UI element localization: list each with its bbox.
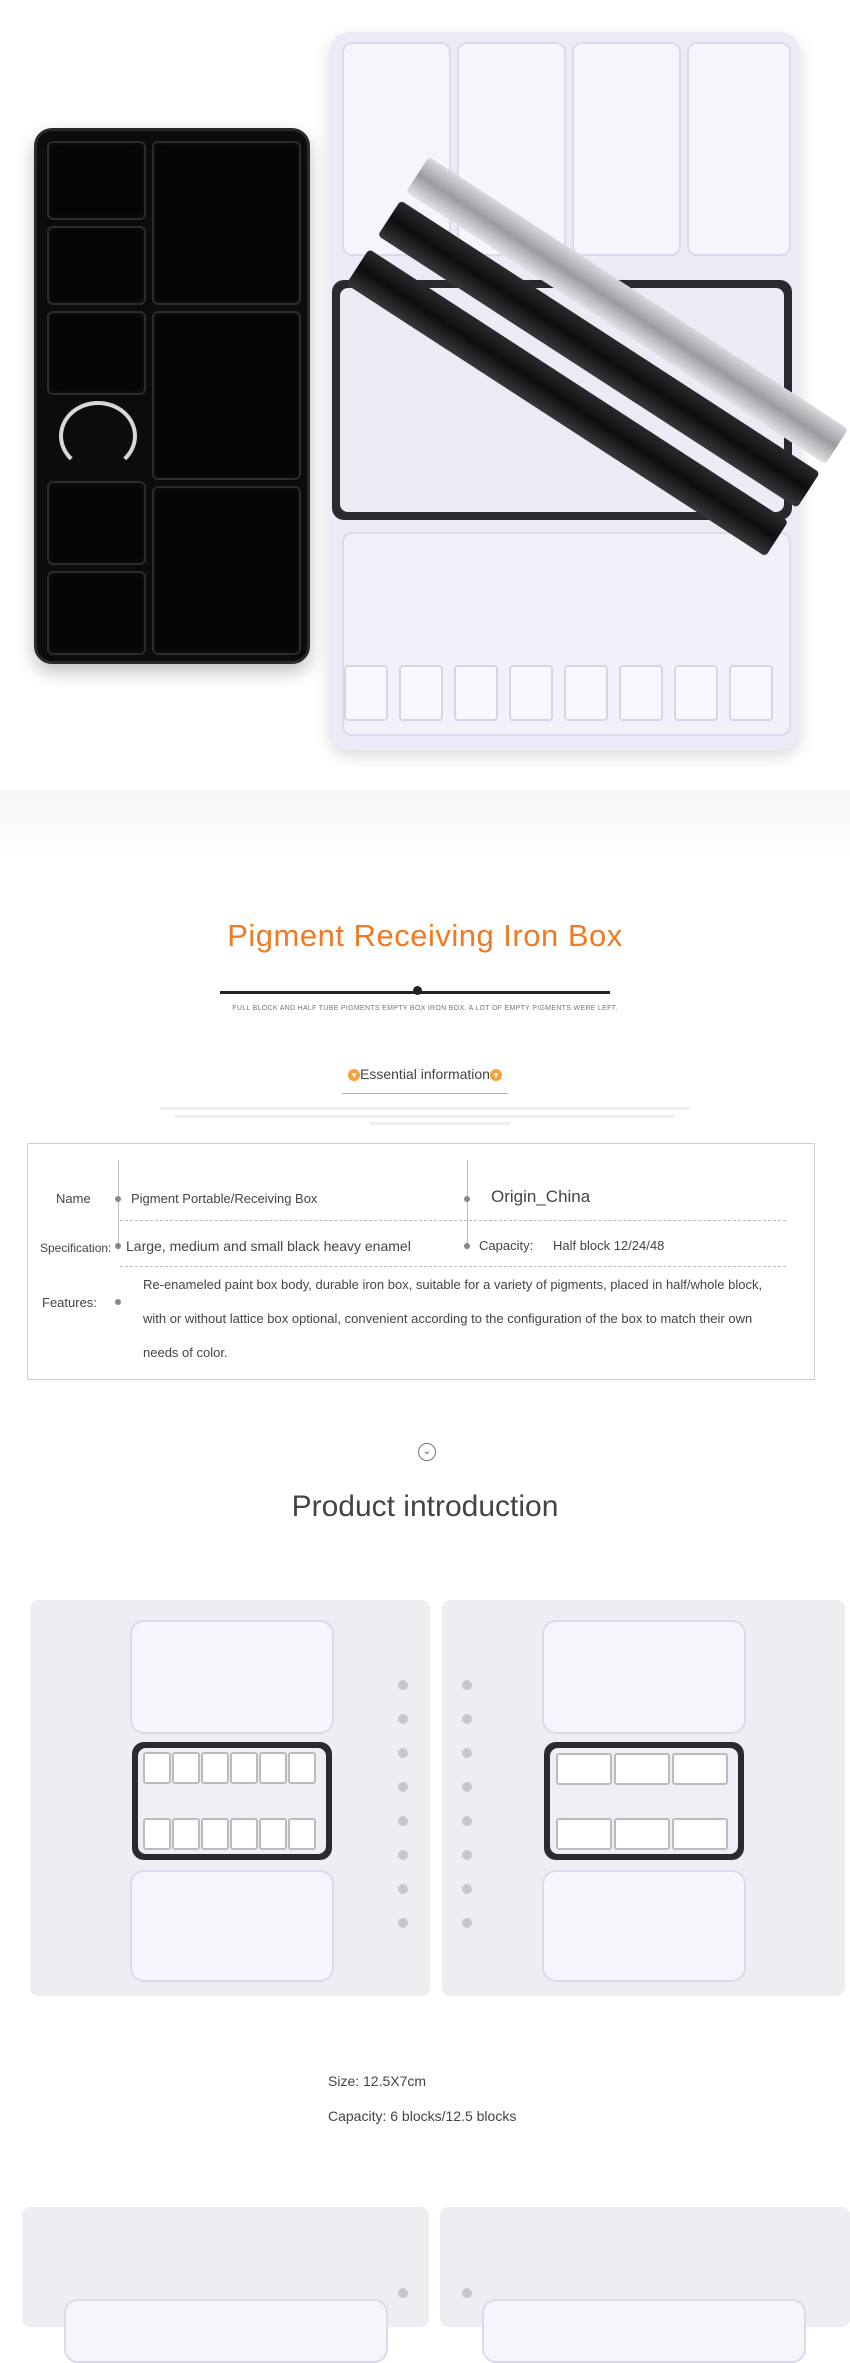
- thumb-ring: [59, 401, 137, 471]
- spec-label: Specification:: [40, 1241, 112, 1255]
- name-value: Pigment Portable/Receiving Box: [131, 1191, 318, 1206]
- product-photo-left: [30, 1600, 430, 1996]
- capacity-label: Capacity:: [479, 1238, 534, 1253]
- spec-value: Large, medium and small black heavy enamel: [126, 1238, 411, 1254]
- essential-underline: [342, 1093, 508, 1094]
- table-vline: [467, 1160, 468, 1250]
- section-title: Pigment Receiving Iron Box: [227, 918, 623, 953]
- circle-arrow-icon: ⌄: [418, 1443, 436, 1461]
- origin-value: Origin_China: [491, 1187, 591, 1206]
- chevron-down-icon: ▾: [348, 1069, 360, 1081]
- capacity-value: Half block 12/24/48: [553, 1238, 665, 1253]
- hero-product-image: [0, 0, 850, 790]
- title-rule-dot: [413, 986, 422, 995]
- faint-line: [175, 1115, 675, 1118]
- features-text: Re-enameled paint box body, durable iron box, suitable for a variety of pigments, placed in half/whole block, with or without lattice box optional, convenient according to the configuration of the box to match their own needs of color.: [143, 1277, 763, 1360]
- row-divider: [120, 1266, 786, 1267]
- product-photo-bottom-left: [22, 2207, 429, 2327]
- product-photo-bottom-right: [440, 2207, 850, 2327]
- chevron-down-icon: ▾: [490, 1069, 502, 1081]
- section-divider: [0, 790, 850, 860]
- essential-info-heading: [340, 1066, 510, 1082]
- faint-line: [370, 1122, 510, 1125]
- connector-dot: [398, 2288, 408, 2298]
- size-spec: Size: 12.5X7cm: [328, 2073, 427, 2089]
- faint-line: [160, 1107, 690, 1110]
- product-photo-right: [442, 1600, 845, 1996]
- section-subtitle: FULL BLOCK AND HALF TUBE PIGMENTS EMPTY BOX IRON BOX. A LOT OF EMPTY PIGMENTS WERE LEFT.: [232, 1005, 618, 1012]
- black-palette-box: [34, 128, 310, 664]
- name-label: Name: [56, 1191, 91, 1206]
- capacity-spec: Capacity: 6 blocks/12.5 blocks: [328, 2108, 517, 2124]
- info-table: [27, 1143, 815, 1380]
- row-divider: [120, 1220, 786, 1221]
- table-vline: [118, 1160, 119, 1250]
- features-label: Features:: [42, 1295, 97, 1310]
- essential-info-label: Essential information: [360, 1066, 490, 1082]
- connector-dot: [462, 2288, 472, 2298]
- product-intro-title: Product introduction: [291, 1490, 559, 1523]
